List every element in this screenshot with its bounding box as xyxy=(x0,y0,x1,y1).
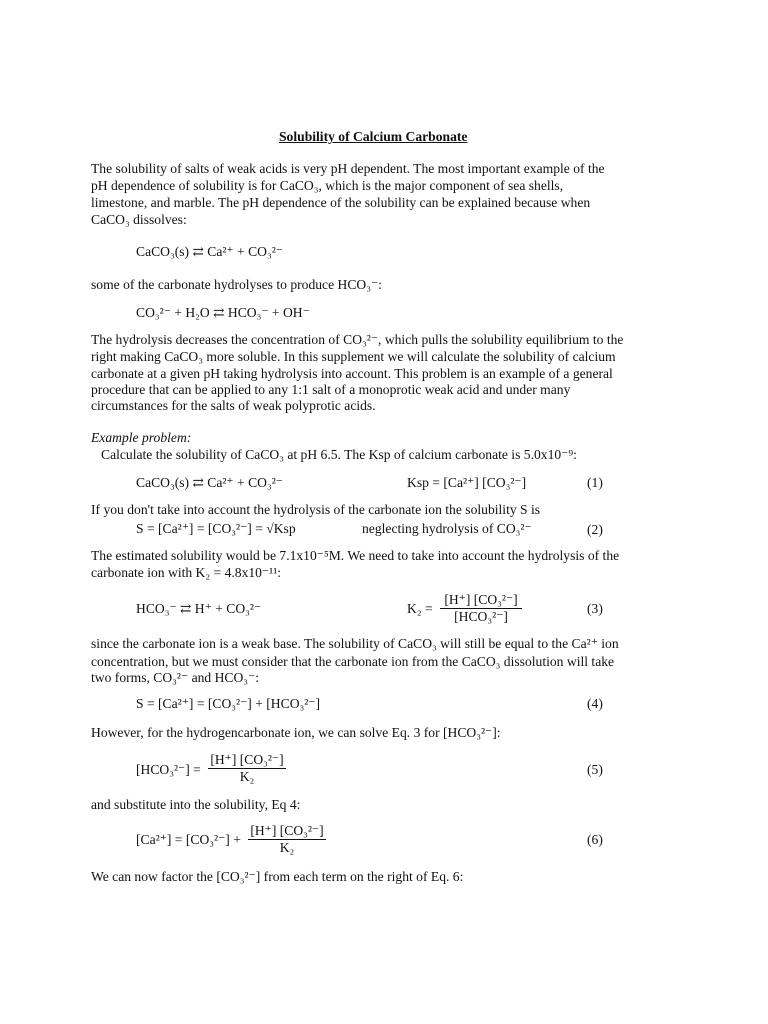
fraction-denominator: K₂ xyxy=(239,769,255,784)
text-line: procedure that can be applied to any 1:1 salt of a monoprotic weak acid and under many xyxy=(91,382,571,397)
text-line: some of the carbonate hydrolyses to produce HCO₃⁻: xyxy=(91,277,382,292)
equation-dissolution: CaCO₃(s) ⇄ Ca²⁺ + CO₃²⁻ xyxy=(136,244,283,259)
text-line: If you don't take into account the hydrolysis of the carbonate ion the solubility S is xyxy=(91,502,541,517)
text-line: pH dependence of solubility is for CaCO₃, which is the major component of sea shells, xyxy=(91,178,564,193)
text-line: circumstances for the salts of weak polyprotic acids. xyxy=(91,398,376,413)
text-line: limestone, and marble. The pH dependence of the solubility can be explained because when xyxy=(91,195,591,210)
text-line: concentration, but we must consider that the carbonate ion from the CaCO₃ dissolution will take xyxy=(91,654,615,669)
text-line: The solubility of salts of weak acids is very pH dependent. The most important example of the xyxy=(91,161,605,176)
fraction-numerator: [H⁺] [CO₃²⁻] xyxy=(440,592,522,609)
text-line: We can now factor the [CO₃²⁻] from each term on the right of Eq. 6: xyxy=(91,869,464,884)
fraction-numerator: [H⁺] [CO₃²⁻] xyxy=(248,823,326,840)
equation-hydrolysis: CO₃²⁻ + H₂O ⇄ HCO₃⁻ + OH⁻ xyxy=(136,305,310,320)
example-statement: Calculate the solubility of CaCO₃ at pH 6.5. The Ksp of calcium carbonate is 5.0x10⁻⁹: xyxy=(101,447,577,462)
page-title: Solubility of Calcium Carbonate xyxy=(279,129,468,144)
text-line: The hydrolysis decreases the concentration of CO₃²⁻, which pulls the solubility equilibrium to the xyxy=(91,332,624,347)
text-line: carbonate at a given pH taking hydrolysis into account. This problem is an example of a general xyxy=(91,366,613,381)
equation-2-note: neglecting hydrolysis of CO₃²⁻ xyxy=(362,521,532,536)
text-line: However, for the hydrogencarbonate ion, we can solve Eq. 3 for [HCO₃²⁻]: xyxy=(91,725,501,740)
equation-1-reaction: CaCO₃(s) ⇄ Ca²⁺ + CO₃²⁻ xyxy=(136,475,283,490)
equation-5-lhs: [HCO₃²⁻] = xyxy=(136,762,201,777)
equation-number: (4) xyxy=(587,696,603,711)
equation-3-reaction: HCO₃⁻ ⇄ H⁺ + CO₃²⁻ xyxy=(136,601,262,616)
text-line: right making CaCO₃ more soluble. In this supplement we will calculate the solubility of calcium xyxy=(91,349,616,364)
equation-4: S = [Ca²⁺] = [CO₃²⁻] + [HCO₃²⁻] xyxy=(136,696,321,711)
equation-3-lhs: K₂ = xyxy=(407,601,433,616)
equation-number: (3) xyxy=(587,601,603,616)
equation-number: (5) xyxy=(587,762,603,777)
example-heading: Example problem: xyxy=(91,430,192,445)
equation-6-fraction xyxy=(248,823,326,855)
equation-1-ksp: Ksp = [Ca²⁺] [CO₃²⁻] xyxy=(407,475,527,490)
fraction-denominator: [HCO₃²⁻] xyxy=(454,609,508,624)
text-line: carbonate ion with K₂ = 4.8x10⁻¹¹: xyxy=(91,565,282,580)
equation-5-fraction xyxy=(208,752,286,784)
text-line: since the carbonate ion is a weak base. The solubility of CaCO₃ will still be equal to the Ca²⁺ ion xyxy=(91,636,619,651)
equation-3-fraction xyxy=(440,592,522,624)
equation-number: (6) xyxy=(587,832,603,847)
equation-6-lhs: [Ca²⁺] = [CO₃²⁻] + xyxy=(136,832,241,847)
text-line: and substitute into the solubility, Eq 4: xyxy=(91,797,301,812)
text-line: two forms, CO₃²⁻ and HCO₃⁻: xyxy=(91,670,259,685)
equation-number: (1) xyxy=(587,475,603,490)
equation-number: (2) xyxy=(587,522,603,537)
fraction-denominator: K₂ xyxy=(279,840,295,855)
fraction-numerator: [H⁺] [CO₃²⁻] xyxy=(208,752,286,769)
text-line: CaCO₃ dissolves: xyxy=(91,212,187,227)
text-line: The estimated solubility would be 7.1x10⁻⁵M. We need to take into account the hydrolysis of the xyxy=(91,548,620,563)
equation-2: S = [Ca²⁺] = [CO₃²⁻] = √Ksp xyxy=(136,521,296,536)
